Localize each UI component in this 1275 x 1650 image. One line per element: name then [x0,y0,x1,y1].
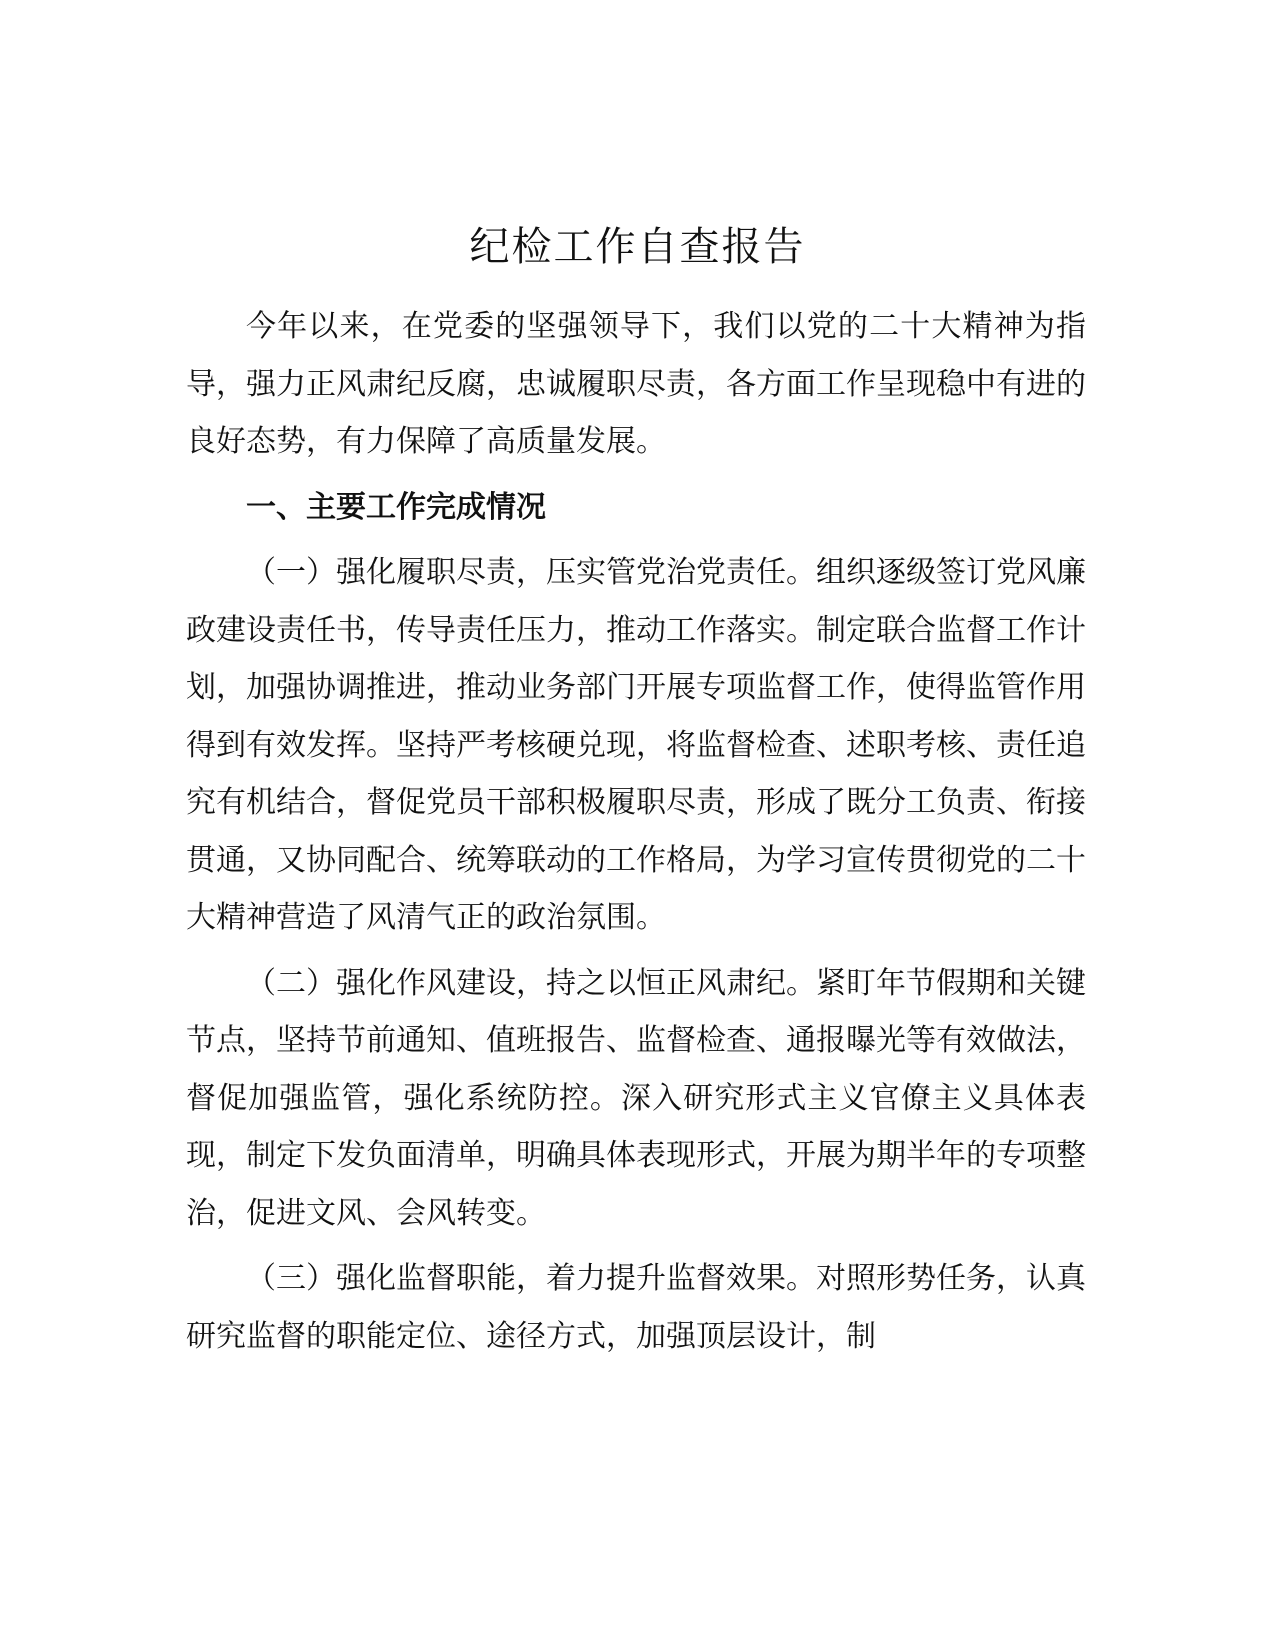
paragraph-item-3: （三）强化监督职能，着力提升监督效果。对照形势任务，认真研究监督的职能定位、途径方式，加强顶层设计，制 [186,1261,1086,1354]
paragraph-item-1: （一）强化履职尽责，压实管党治党责任。组织逐级签订党风廉政建设责任书，传导责任压力，推动工作落实。制定联合监督工作计划，加强协调推进，推动业务部门开展专项监督工作，使得监管作用得到有效发挥。坚持严考核硬兑现，将监督检查、述职考核、责任追究有机结合，督促党员干部积极履职尽责，形成了既分工负责、衔接贯通，又协同配合、统筹联动的工作格局，为学习宣传贯彻党的二十大精神营造了风清气正的政治氛围。 [186,555,1086,935]
section-heading-1: 一、主要工作完成情况 [246,489,546,525]
document-body [186,298,1086,1373]
document-title: 纪检工作自查报告 [469,224,806,270]
intro-paragraph: 今年以来，在党委的坚强领导下，我们以党的二十大精神为指导，强力正风肃纪反腐，忠诚履职尽责，各方面工作呈现稳中有进的良好态势，有力保障了高质量发展。 [186,309,1086,459]
paragraph-item-2: （二）强化作风建设，持之以恒正风肃纪。紧盯年节假期和关键节点，坚持节前通知、值班报告、监督检查、通报曝光等有效做法，督促加强监管，强化系统防控。深入研究形式主义官僚主义具体表现，制定下发负面清单，明确具体表现形式，开展为期半年的专项整治，促进文风、会风转变。 [186,965,1086,1231]
